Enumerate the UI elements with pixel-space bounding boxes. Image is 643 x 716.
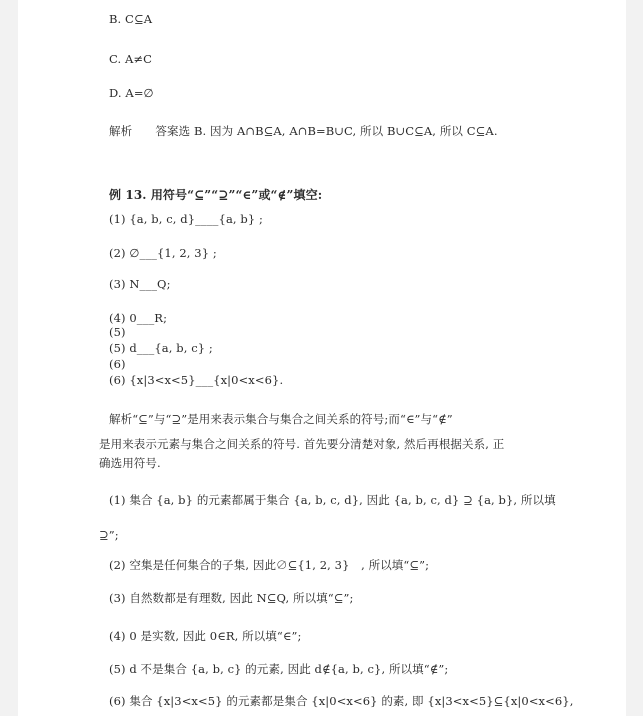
answer-3: (3) 自然数都是有理数, 因此 N⊆Q, 所以填“⊆”; (109, 591, 354, 605)
example-item: (5) d___{a, b, c} ; (109, 341, 213, 355)
option-b: B. C⊆A (109, 12, 153, 26)
answer-1: (1) 集合 {a, b} 的元素都属于集合 {a, b, c, d}, 因此 {a, b, c, d} ⊇ {a, b}, 所以填 (109, 493, 556, 507)
example-item: (4) 0___R; (109, 311, 168, 325)
analysis-2-line-3: 确选用符号. (99, 456, 161, 470)
option-c: C. A≠C (109, 52, 153, 66)
example-item: (1) {a, b, c, d}____{a, b} ; (109, 212, 264, 226)
analysis-2-line-2: 是用来表示元素与集合之间关系的符号. 首先要分清楚对象, 然后再根据关系, 正 (99, 437, 505, 451)
answer-5: (5) d 不是集合 {a, b, c} 的元素, 因此 d∉{a, b, c}, 所以填“∉”; (109, 662, 449, 676)
example-item: (6) (109, 357, 126, 371)
analysis-2-line-1: 解析“⊆”与“⊇”是用来表示集合与集合之间关系的符号;而“∈”与“∉” (109, 412, 453, 426)
answer-6: (6) 集合 {x|3<x<5} 的元素都是集合 {x|0<x<6} 的素, 即 {x|3<x<5}⊆{x|0<x<6}, (109, 694, 574, 708)
option-d: D. A=∅ (109, 86, 154, 100)
example-item: (6) {x|3<x<5}___{x|0<x<6}. (109, 373, 284, 387)
answer-4: (4) 0 是实数, 因此 0∈R, 所以填“∈”; (109, 629, 302, 643)
document-page (18, 0, 626, 716)
analysis-1: 解析 答案选 B. 因为 A∩B⊆A, A∩B=B∪C, 所以 B∪C⊆A, 所以 C⊆A. (109, 124, 498, 138)
answer-1-cont: ⊇”; (99, 528, 119, 542)
example-13-title: 例 13. 用符号“⊆”“⊇”“∈”或“∉”填空: (109, 188, 323, 202)
example-item: (2) ∅___{1, 2, 3} ; (109, 246, 217, 260)
example-item: (3) N___Q; (109, 277, 171, 291)
answer-2: (2) 空集是任何集合的子集, 因此∅⊆{1, 2, 3} , 所以填“⊆”; (109, 558, 430, 572)
example-item: (5) (109, 325, 126, 339)
